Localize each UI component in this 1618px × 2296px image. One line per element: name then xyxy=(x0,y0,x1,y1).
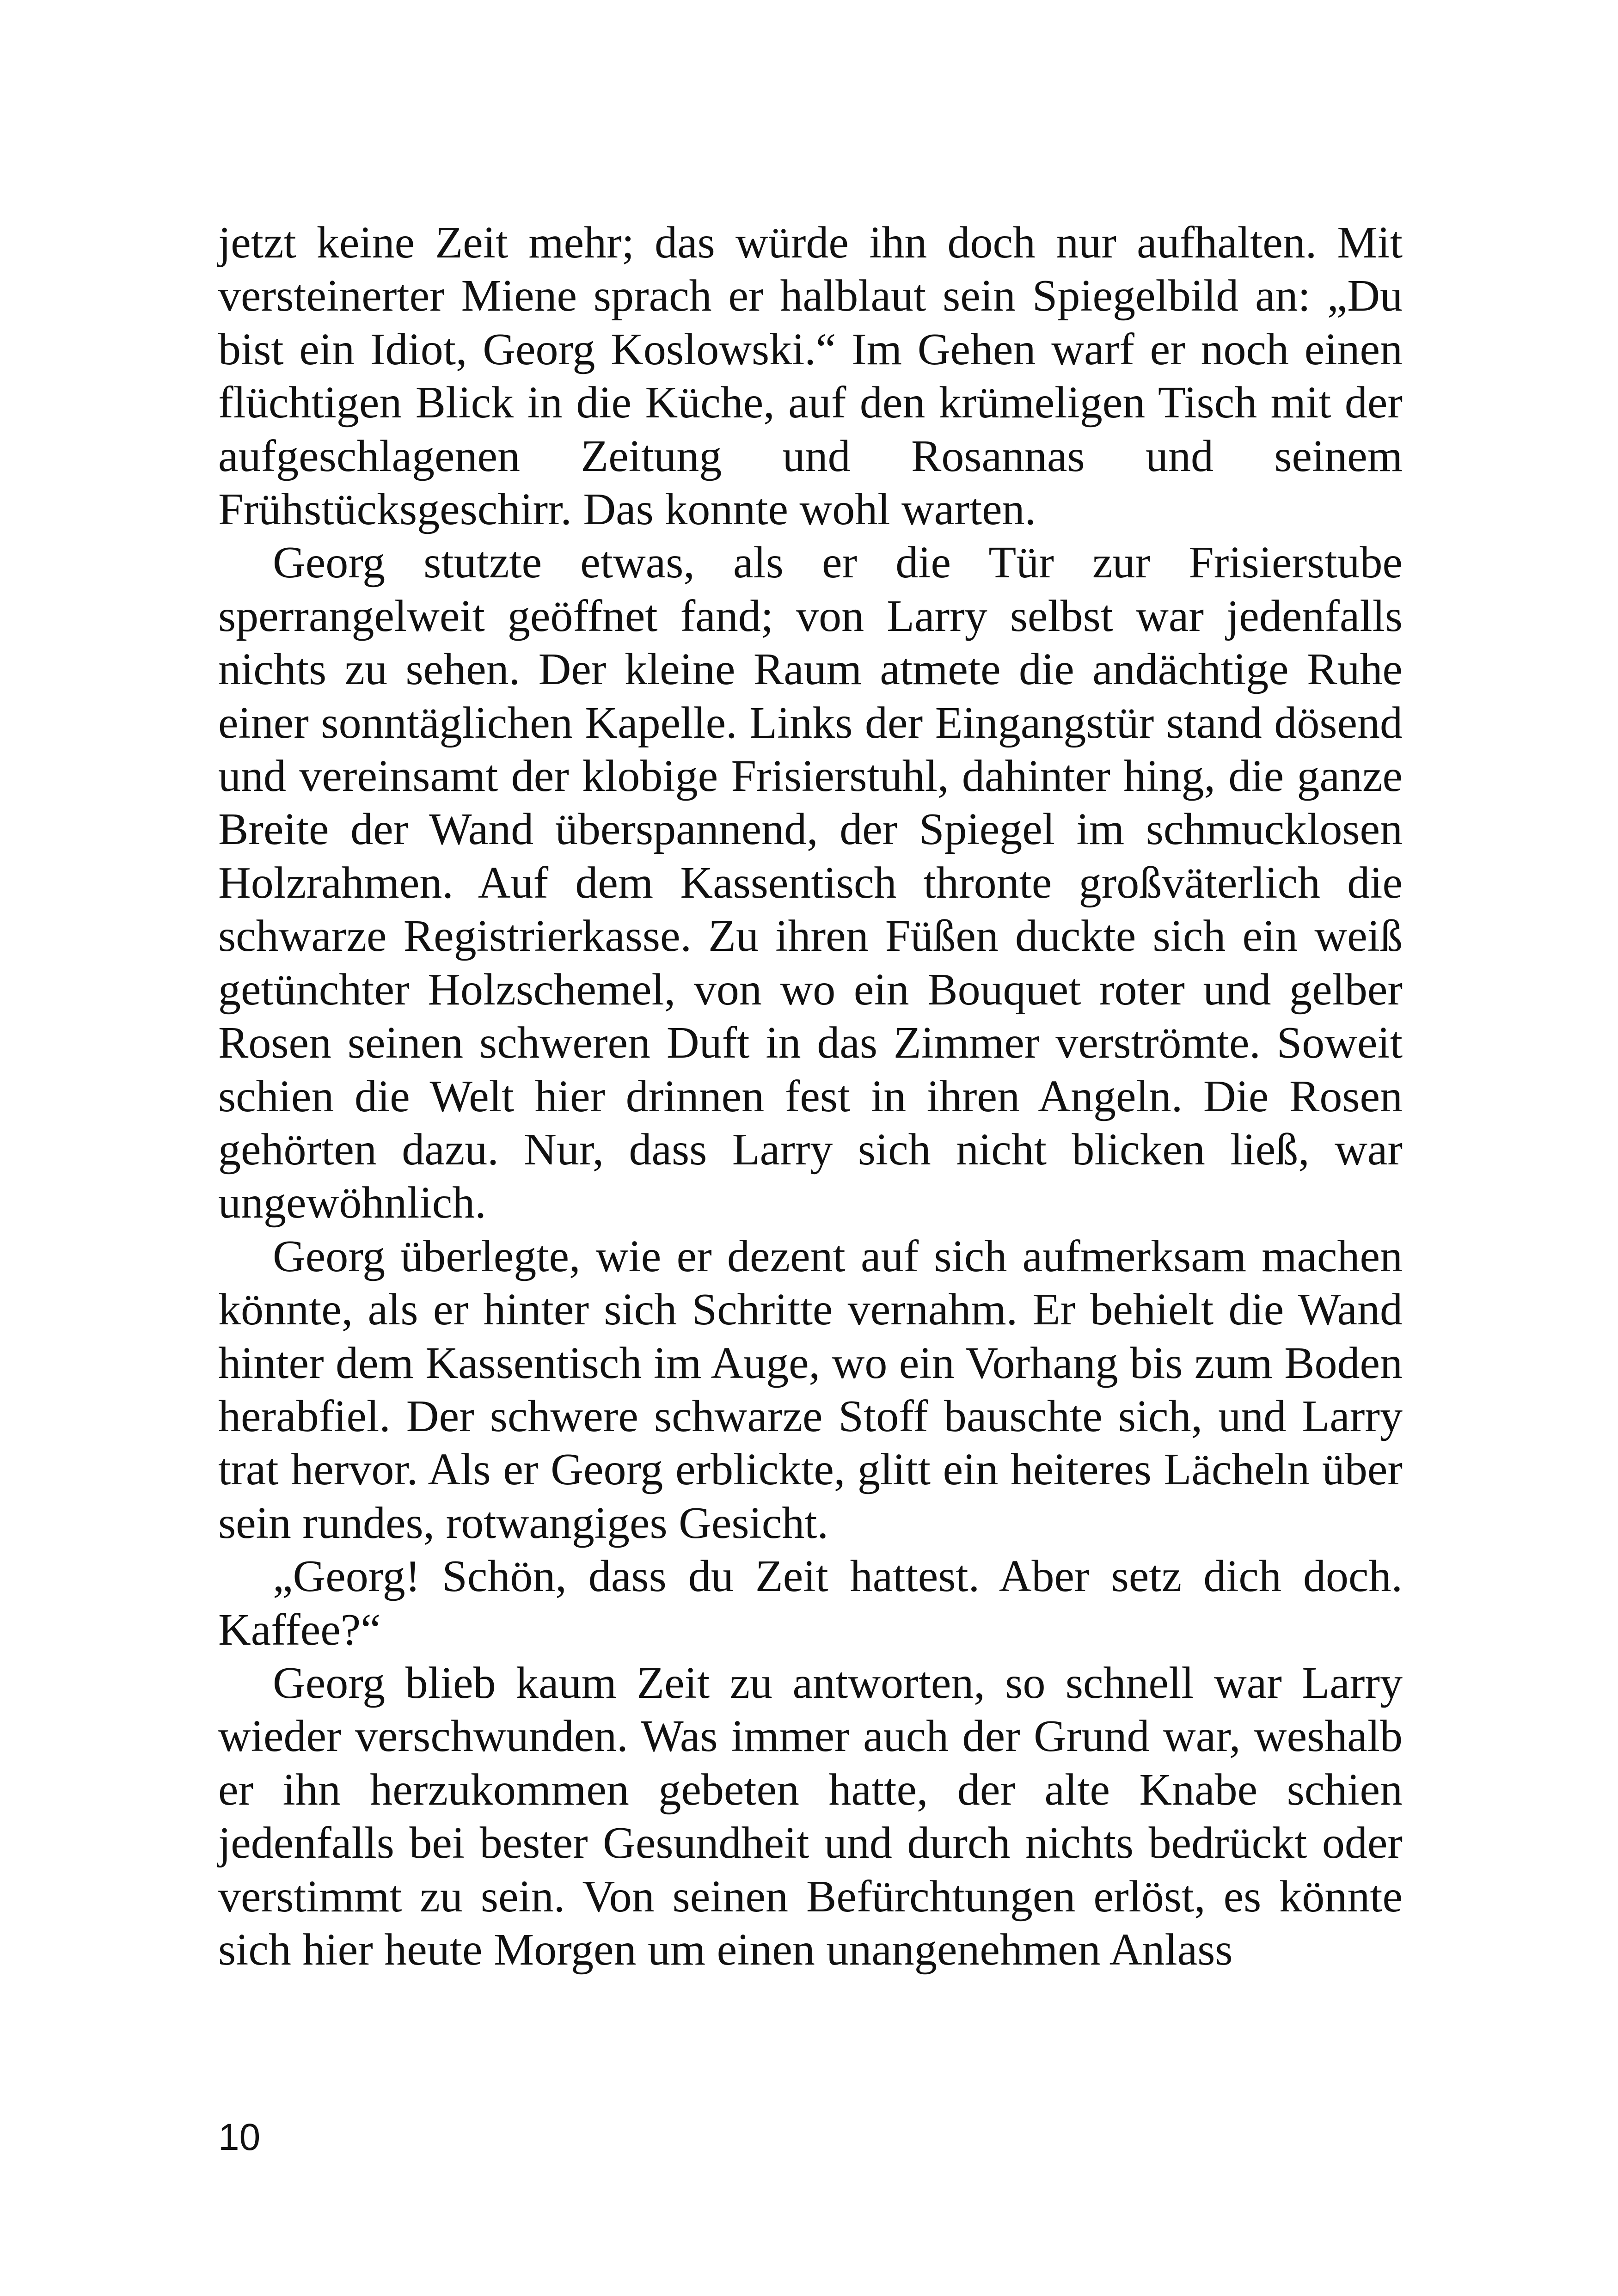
page-number: 10 xyxy=(218,2116,261,2158)
paragraph-1: jetzt keine Zeit mehr; das würde ihn doch nur aufhalten. Mit versteinerter Miene sprach er halblaut sein Spiegelbild an: „Du bist ein Idiot, Georg Koslowski.“ Im Gehen warf er noch einen flüchtigen Blick in die Küche, auf den krümeligen Tisch mit der aufgeschlagenen Zeitung und Rosannas und seinem Frühstücksgeschirr. Das konnte wohl warten. xyxy=(218,218,1403,535)
paragraph-3: Georg überlegte, wie er dezent auf sich aufmerksam machen könnte, als er hinter sich Schritte vernahm. Er behielt die Wand hinter dem Kassentisch im Auge, wo ein Vorhang bis zum Boden herabfiel. Der schwere schwarze Stoff bauschte sich, und Larry trat hervor. Als er Georg erblickte, glitt ein heiteres Lächeln über sein rundes, rotwangiges Gesicht. xyxy=(218,1231,1403,1548)
paragraph-4: „Georg! Schön, dass du Zeit hattest. Aber setz dich doch. Kaffee?“ xyxy=(218,1551,1403,1655)
body-text xyxy=(218,216,1403,1977)
paragraph-5: Georg blieb kaum Zeit zu antworten, so schnell war Larry wieder verschwunden. Was immer auch der Grund war, weshalb er ihn herzukommen gebeten hatte, der alte Knabe schien jedenfalls bei bester Gesundheit und durch nichts bedrückt oder verstimmt zu sein. Von seinen Befürchtungen erlöst, es könnte sich hier heute Morgen um einen unangenehmen Anlass xyxy=(218,1658,1403,1975)
paragraph-2: Georg stutzte etwas, als er die Tür zur Frisierstube sperrangelweit geöffnet fand; von Larry selbst war jedenfalls nichts zu sehen. Der kleine Raum atmete die andächtige Ruhe einer sonntäglichen Kapelle. Links der Eingangstür stand dösend und vereinsamt der klobige Frisierstuhl, dahinter hing, die ganze Breite der Wand überspannend, der Spiegel im schmucklosen Holzrahmen. Auf dem Kassentisch thronte großväterlich die schwarze Registrierkasse. Zu ihren Füßen duckte sich ein weiß getünchter Holzschemel, von wo ein Bouquet roter und gelber Rosen seinen schweren Duft in das Zimmer verströmte. Soweit schien die Welt hier drinnen fest in ihren Angeln. Die Rosen gehörten dazu. Nur, dass Larry sich nicht blicken ließ, war ungewöhnlich. xyxy=(218,538,1403,1228)
